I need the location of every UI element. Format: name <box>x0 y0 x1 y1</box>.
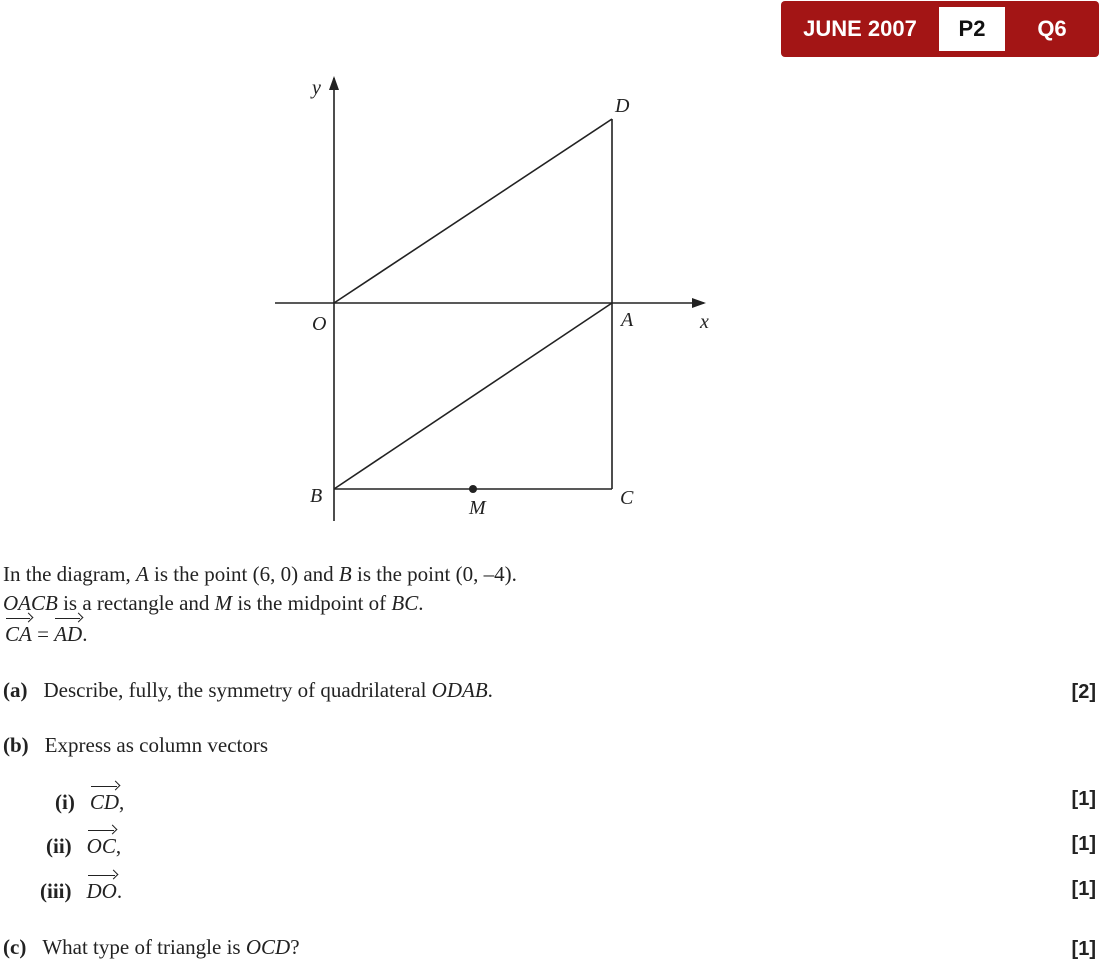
label-B: B <box>310 485 323 507</box>
vector-DO: DO <box>86 879 117 903</box>
label-C: C <box>620 487 634 509</box>
label-D: D <box>615 95 630 117</box>
label-O: O <box>312 313 327 335</box>
paper-label: P2 <box>939 7 1005 51</box>
label-y: y <box>312 77 321 99</box>
line-OD <box>334 119 612 303</box>
question-reference-badge <box>781 1 1099 57</box>
part-a-question: (a) Describe, fully, the symmetry of quadrilateral ODAB. <box>3 678 493 702</box>
question-number-label: Q6 <box>1037 16 1067 41</box>
part-b-iii: (iii) DO. <box>40 879 123 903</box>
part-c-question: (c) What type of triangle is OCD? <box>3 935 300 959</box>
exam-date-label: JUNE 2007 <box>803 16 917 41</box>
geometry-diagram <box>0 0 760 530</box>
intro-line-3: CA = AD. <box>5 622 88 646</box>
part-c-marks: [1] <box>1071 938 1096 960</box>
part-b-question: (b) Express as column vectors <box>3 733 269 757</box>
part-b-ii: (ii) OC, <box>46 834 122 858</box>
part-b-i-marks: [1] <box>1071 788 1096 810</box>
part-b-i: (i) CD, <box>55 790 125 814</box>
part-a-marks: [2] <box>1071 681 1096 703</box>
label-x: x <box>700 311 709 333</box>
vector-OC: OC <box>86 834 116 858</box>
label-M: M <box>469 497 486 519</box>
intro-line-1: In the diagram, A is the point (6, 0) and B is the point (0, –4). <box>3 562 517 586</box>
line-BA <box>334 303 612 489</box>
vector-CD: CD <box>89 790 120 814</box>
vector-CA: CA <box>5 622 32 646</box>
label-A: A <box>621 309 634 331</box>
vector-AD: AD <box>54 622 83 646</box>
point-M <box>469 485 477 493</box>
intro-line-2: OACB is a rectangle and M is the midpoint of BC. <box>3 591 424 615</box>
part-b-ii-marks: [1] <box>1071 833 1096 855</box>
part-b-iii-marks: [1] <box>1071 878 1096 900</box>
